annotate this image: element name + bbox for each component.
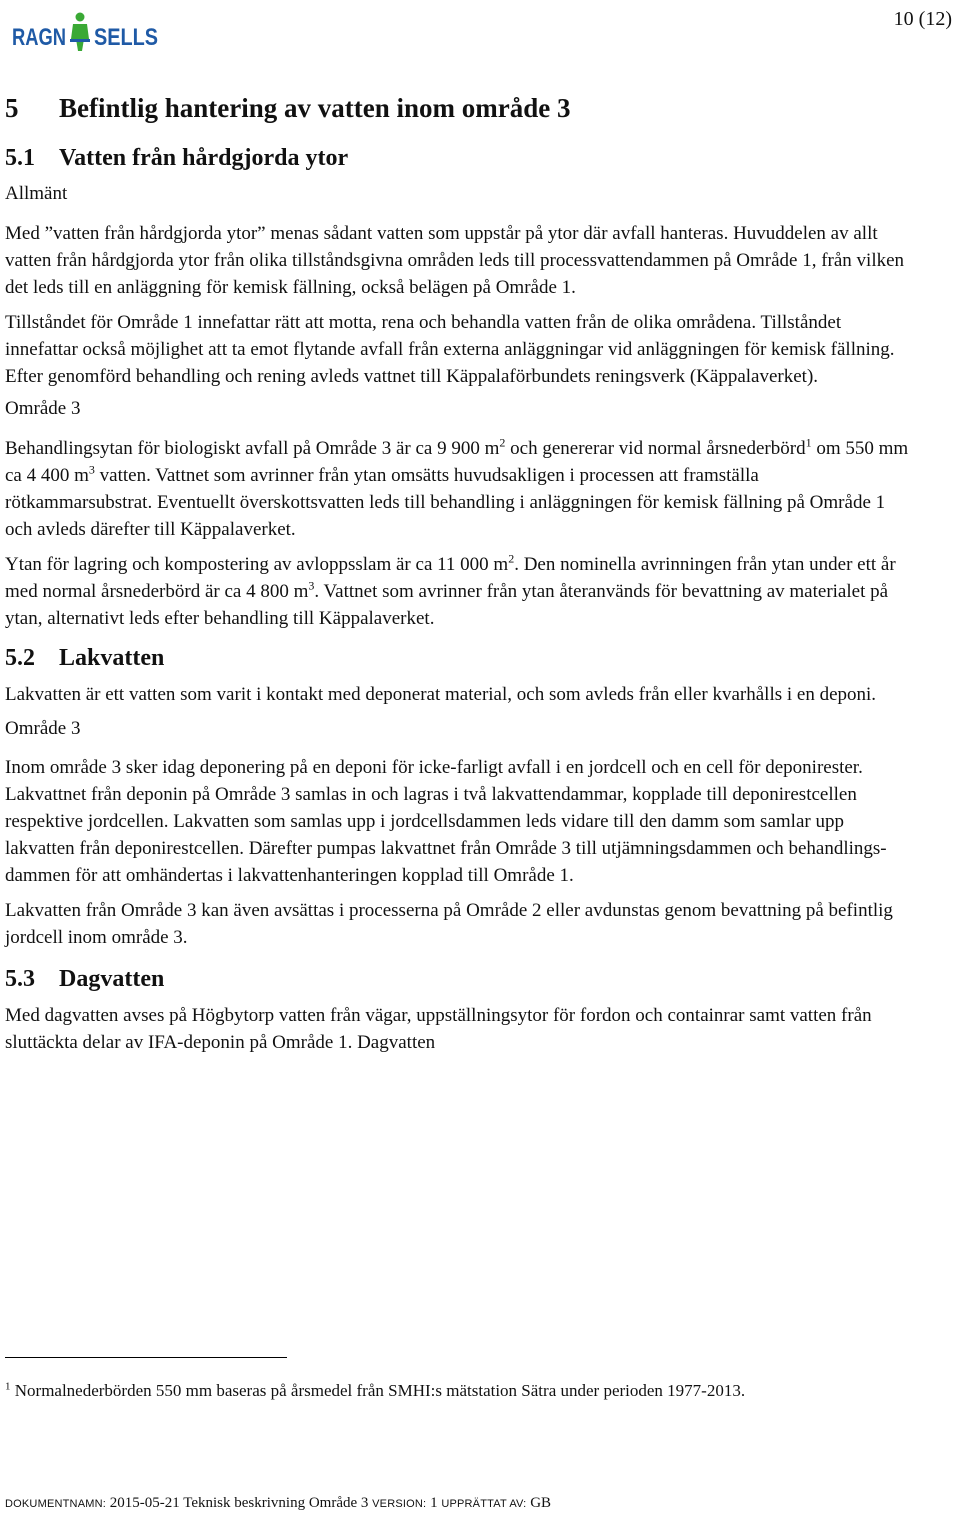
footnote (5, 1381, 745, 1401)
footnote-reference: 1 (805, 435, 812, 450)
section-number: 5.1 (5, 145, 35, 172)
footer-version: 1 (426, 1495, 442, 1511)
section-5-2-heading (5, 644, 910, 673)
footer-label-author: UPPRÄTTAT AV: (441, 1498, 527, 1510)
paragraph: Ytan för lagring och kompostering av avloppsslam är ca 11 000 $m^2$. Den nominella avrinningen från ytan under ett år med normal årsnederbörd är ca 4 800 $m^3$. Vattnet som avrinner från ytan återanvänds för bevattning av materialet på ytan, alternativt leds efter behandling till Käppalaverket. (5, 551, 896, 629)
section-number: 5.3 (5, 966, 35, 993)
superscript: 3 (88, 462, 95, 477)
section-number: 5 (5, 93, 19, 123)
paragraph: Lakvatten från Område 3 kan även avsättas i processerna på Område 2 eller avdunstas genom bevattning på befintlig jordcell inom område 3. (5, 900, 893, 949)
paragraph: Behandlingsytan för biologiskt avfall på Område 3 är ca 9 900 $m^2$ och genererar vid normal årsnederbörd$^1$ om 550 mm ca 4 400 $m^3$ vatten. Vattnet som avrinner från ytan omsätts huvudsakligen i processen att framställa rötkammarsubstrat. Eventuellt överskottsvatten leds till behandling i anläggningen för kemisk fällning på Område 1 och avleds därefter till Käppalaverket. (5, 435, 909, 540)
footer-document-name: 2015-05-21 Teknisk beskrivning Område 3 (106, 1495, 373, 1511)
footer-author: GB (526, 1495, 552, 1511)
section-5-heading (5, 92, 910, 124)
subheading-allmant: Allmänt (5, 183, 68, 205)
superscript: 2 (499, 435, 506, 450)
paragraph: Lakvatten är ett vatten som varit i kontakt med deponerat material, och som avleds från eller kvarhålls i en deponi. (5, 683, 877, 705)
section-number: 5.2 (5, 644, 35, 671)
superscript: 2 (508, 551, 515, 566)
section-5-3-heading (5, 965, 910, 994)
footer-label-version: VERSION: (372, 1498, 427, 1510)
paragraph: Inom område 3 sker idag deponering på en deponi för icke-farligt avfall i en jordcell och en cell för deponirester. Lakvattnet från deponin på Område 3 samlas in och lagras i två lakvattendammar, kopplade till deponirestcellen respektive jordcellen. Lakvatten som samlas upp i jordcellsdammen leds vidare till den damm som samlar upp lakvatten från deponirestcellen. Därefter pumpas lakvattnet från Område 3 till utjämningsdammen och behandlingsdammen för att omhändertas i lakvattenhanteringen kopplad till Område 1. (5, 757, 887, 887)
page-footer (5, 1495, 551, 1512)
section-title: Vatten från hårdgjorda ytor (59, 145, 349, 172)
section-title: Lakvatten (59, 644, 165, 671)
section-5-1-heading (5, 144, 910, 173)
footnote-text: Normalnederbörden 550 mm baseras på årsmedel från SMHI:s mätstation Sätra under perioden 1977-2013. (10, 1381, 746, 1400)
section-title: Befintlig hantering av vatten inom område 3 (59, 93, 571, 123)
paragraph: Tillståndet för Område 1 innefattar rätt att motta, rena och behandla vatten från de olika områdena. Tillståndet innefattar också möjlighet att ta emot flytande avfall från externa anläggningar vid anläggningen för kemisk fällning. Efter genomförd behandling och rening avleds vattnet till Käppalaförbundets reningsverk (Käppalaverket). (5, 311, 895, 387)
logo-text-left: RAGN (12, 24, 66, 51)
footnote-separator (5, 1357, 287, 1358)
paragraph: Med dagvatten avses på Högbytorp vatten från vägar, uppställningsytor för fordon och containrar samt vatten från sluttäckta delar av IFA-deponin på Område 1. Dagvatten (5, 1005, 872, 1054)
paragraph: Med ”vatten från hårdgjorda ytor” menas sådant vatten som uppstår på ytor där avfall hanteras. Huvuddelen av allt vatten från hårdgjorda ytor från olika tillståndsgivna områden leds till processvattendammen på Område 1, från vilken det leds till en anläggning för kemisk fällning, också belägen på Område 1. (5, 222, 905, 298)
ragn-sells-logo (12, 6, 162, 54)
superscript: 3 (308, 578, 315, 593)
document-body (5, 92, 910, 1056)
page-number: 10 (12) (893, 8, 952, 30)
section-title: Dagvatten (59, 966, 165, 993)
subheading-omrade-3: Område 3 (5, 717, 81, 739)
footnote-marker: 1 (5, 1380, 11, 1393)
logo-figure-icon (70, 13, 90, 52)
footer-label-document-name: DOKUMENTNAMN: (5, 1498, 106, 1510)
subheading-omrade-3: Område 3 (5, 397, 81, 419)
logo-text-right: SELLS (94, 24, 158, 51)
